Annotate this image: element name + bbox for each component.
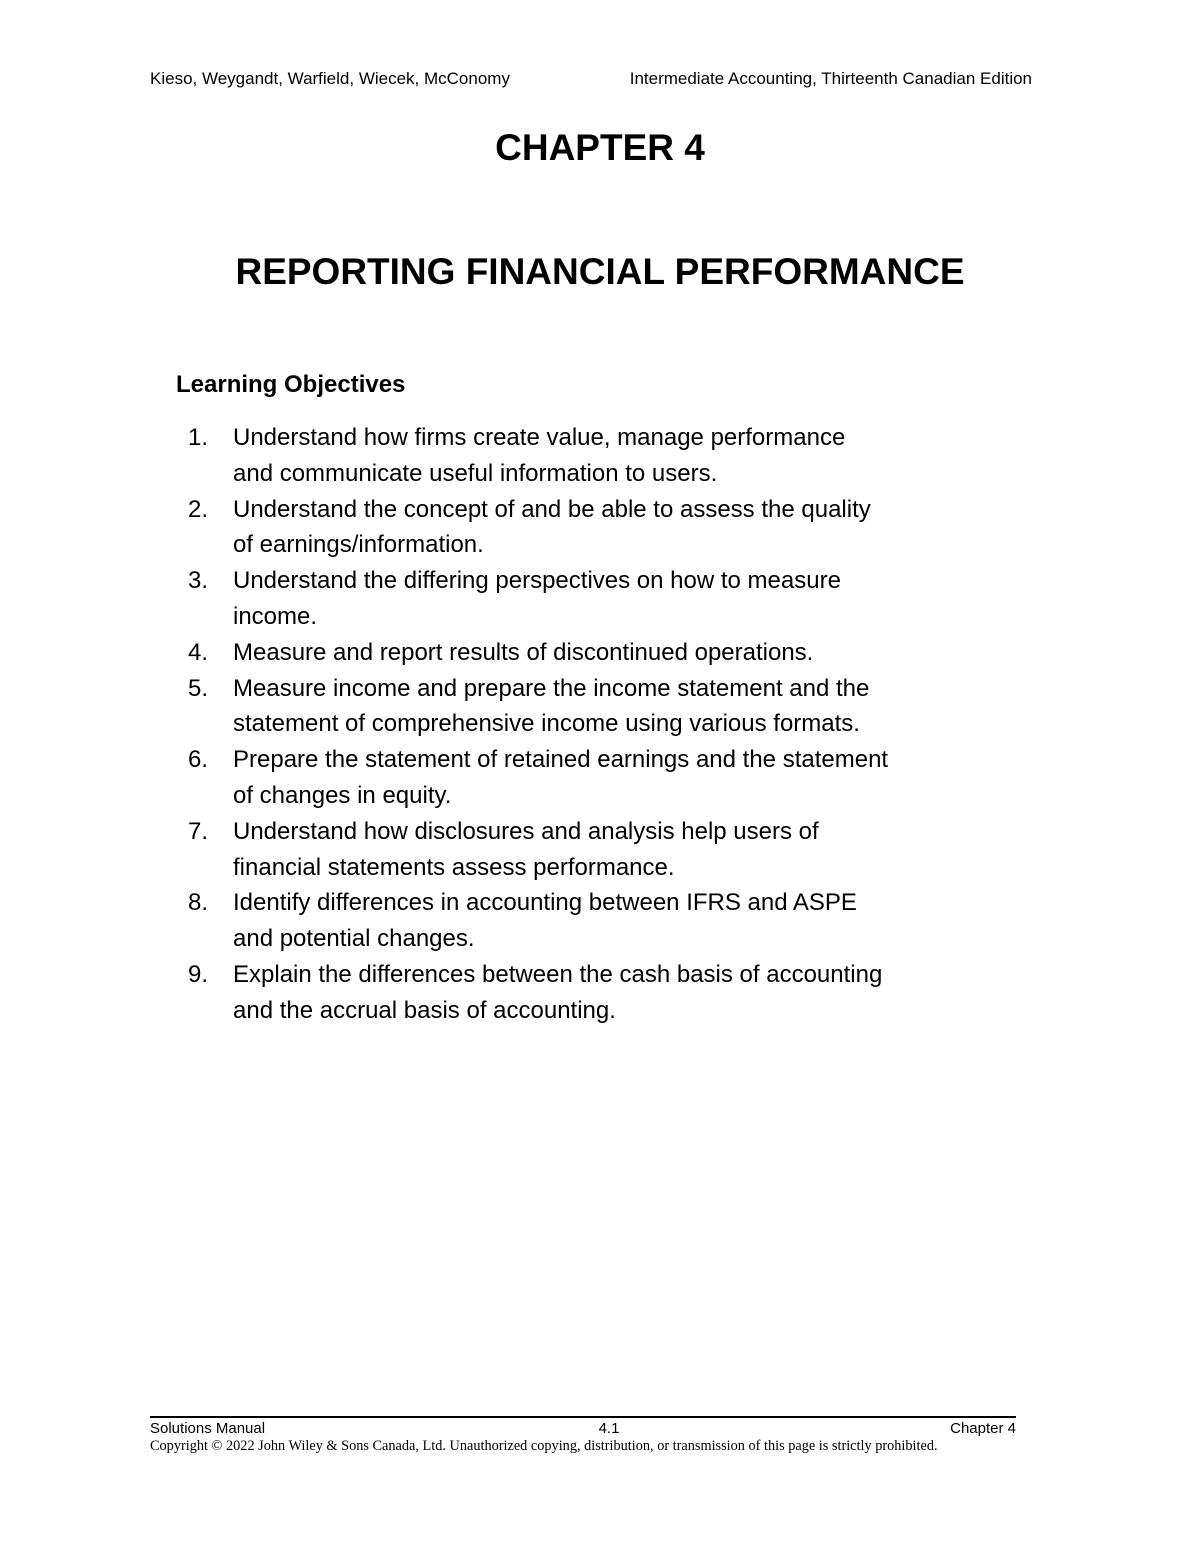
objective-text: Measure income and prepare the income statement and the statement of comprehensive income using various formats. xyxy=(233,674,870,738)
objective-number: 7. xyxy=(188,817,209,845)
objective-number: 5. xyxy=(188,674,209,702)
list-item xyxy=(188,635,1008,671)
learning-objectives-heading: Learning Objectives xyxy=(176,371,406,398)
list-item xyxy=(188,671,1008,743)
objective-number: 3. xyxy=(188,567,209,595)
list-item xyxy=(188,420,1008,492)
objective-text: Identify differences in accounting between IFRS and ASPE and potential changes. xyxy=(233,889,857,953)
objective-number: 1. xyxy=(188,424,209,451)
chapter-number: CHAPTER 4 xyxy=(495,127,705,168)
chapter-title: REPORTING FINANCIAL PERFORMANCE xyxy=(235,251,965,292)
objective-text: Understand how disclosures and analysis help users of financial statements assess performance. xyxy=(233,817,819,881)
header-authors: Kieso, Weygandt, Warfield, Wiecek, McConomy xyxy=(150,69,510,88)
list-item xyxy=(188,742,1008,814)
list-item xyxy=(188,563,1008,635)
header-book-title: Intermediate Accounting, Thirteenth Canadian Edition xyxy=(629,69,1032,88)
objective-number: 8. xyxy=(188,889,209,917)
footer-manual-label: Solutions Manual xyxy=(150,1420,266,1437)
footer-chapter-label: Chapter 4 xyxy=(950,1420,1016,1437)
objective-number: 6. xyxy=(188,746,209,774)
objective-text: Understand the concept of and be able to assess the quality of earnings/information. xyxy=(233,495,871,559)
objective-text: Understand the differing perspectives on how to measure income. xyxy=(233,567,841,630)
objective-number: 2. xyxy=(188,495,209,523)
footer-divider xyxy=(150,1416,1016,1418)
list-item xyxy=(188,492,1008,564)
list-item xyxy=(188,957,1008,1029)
objective-text: Explain the differences between the cash basis of accounting and the accrual basis of accounting. xyxy=(233,960,883,1024)
copyright-notice: Copyright © 2022 John Wiley & Sons Canada, Ltd. Unauthorized copying, distribution, or transmission of this page is strictly prohibited. xyxy=(150,1438,938,1454)
list-item xyxy=(188,814,1008,886)
footer-page-number: 4.1 xyxy=(598,1420,620,1437)
objective-number: 9. xyxy=(188,960,209,988)
objective-text: Prepare the statement of retained earnings and the statement of changes in equity. xyxy=(233,746,889,809)
objective-number: 4. xyxy=(188,638,209,666)
learning-objectives-list xyxy=(188,420,1008,1029)
objective-text: Measure and report results of discontinued operations. xyxy=(233,638,814,666)
objective-text: Understand how firms create value, manage performance and communicate useful information to users. xyxy=(233,424,846,487)
list-item xyxy=(188,885,1008,957)
